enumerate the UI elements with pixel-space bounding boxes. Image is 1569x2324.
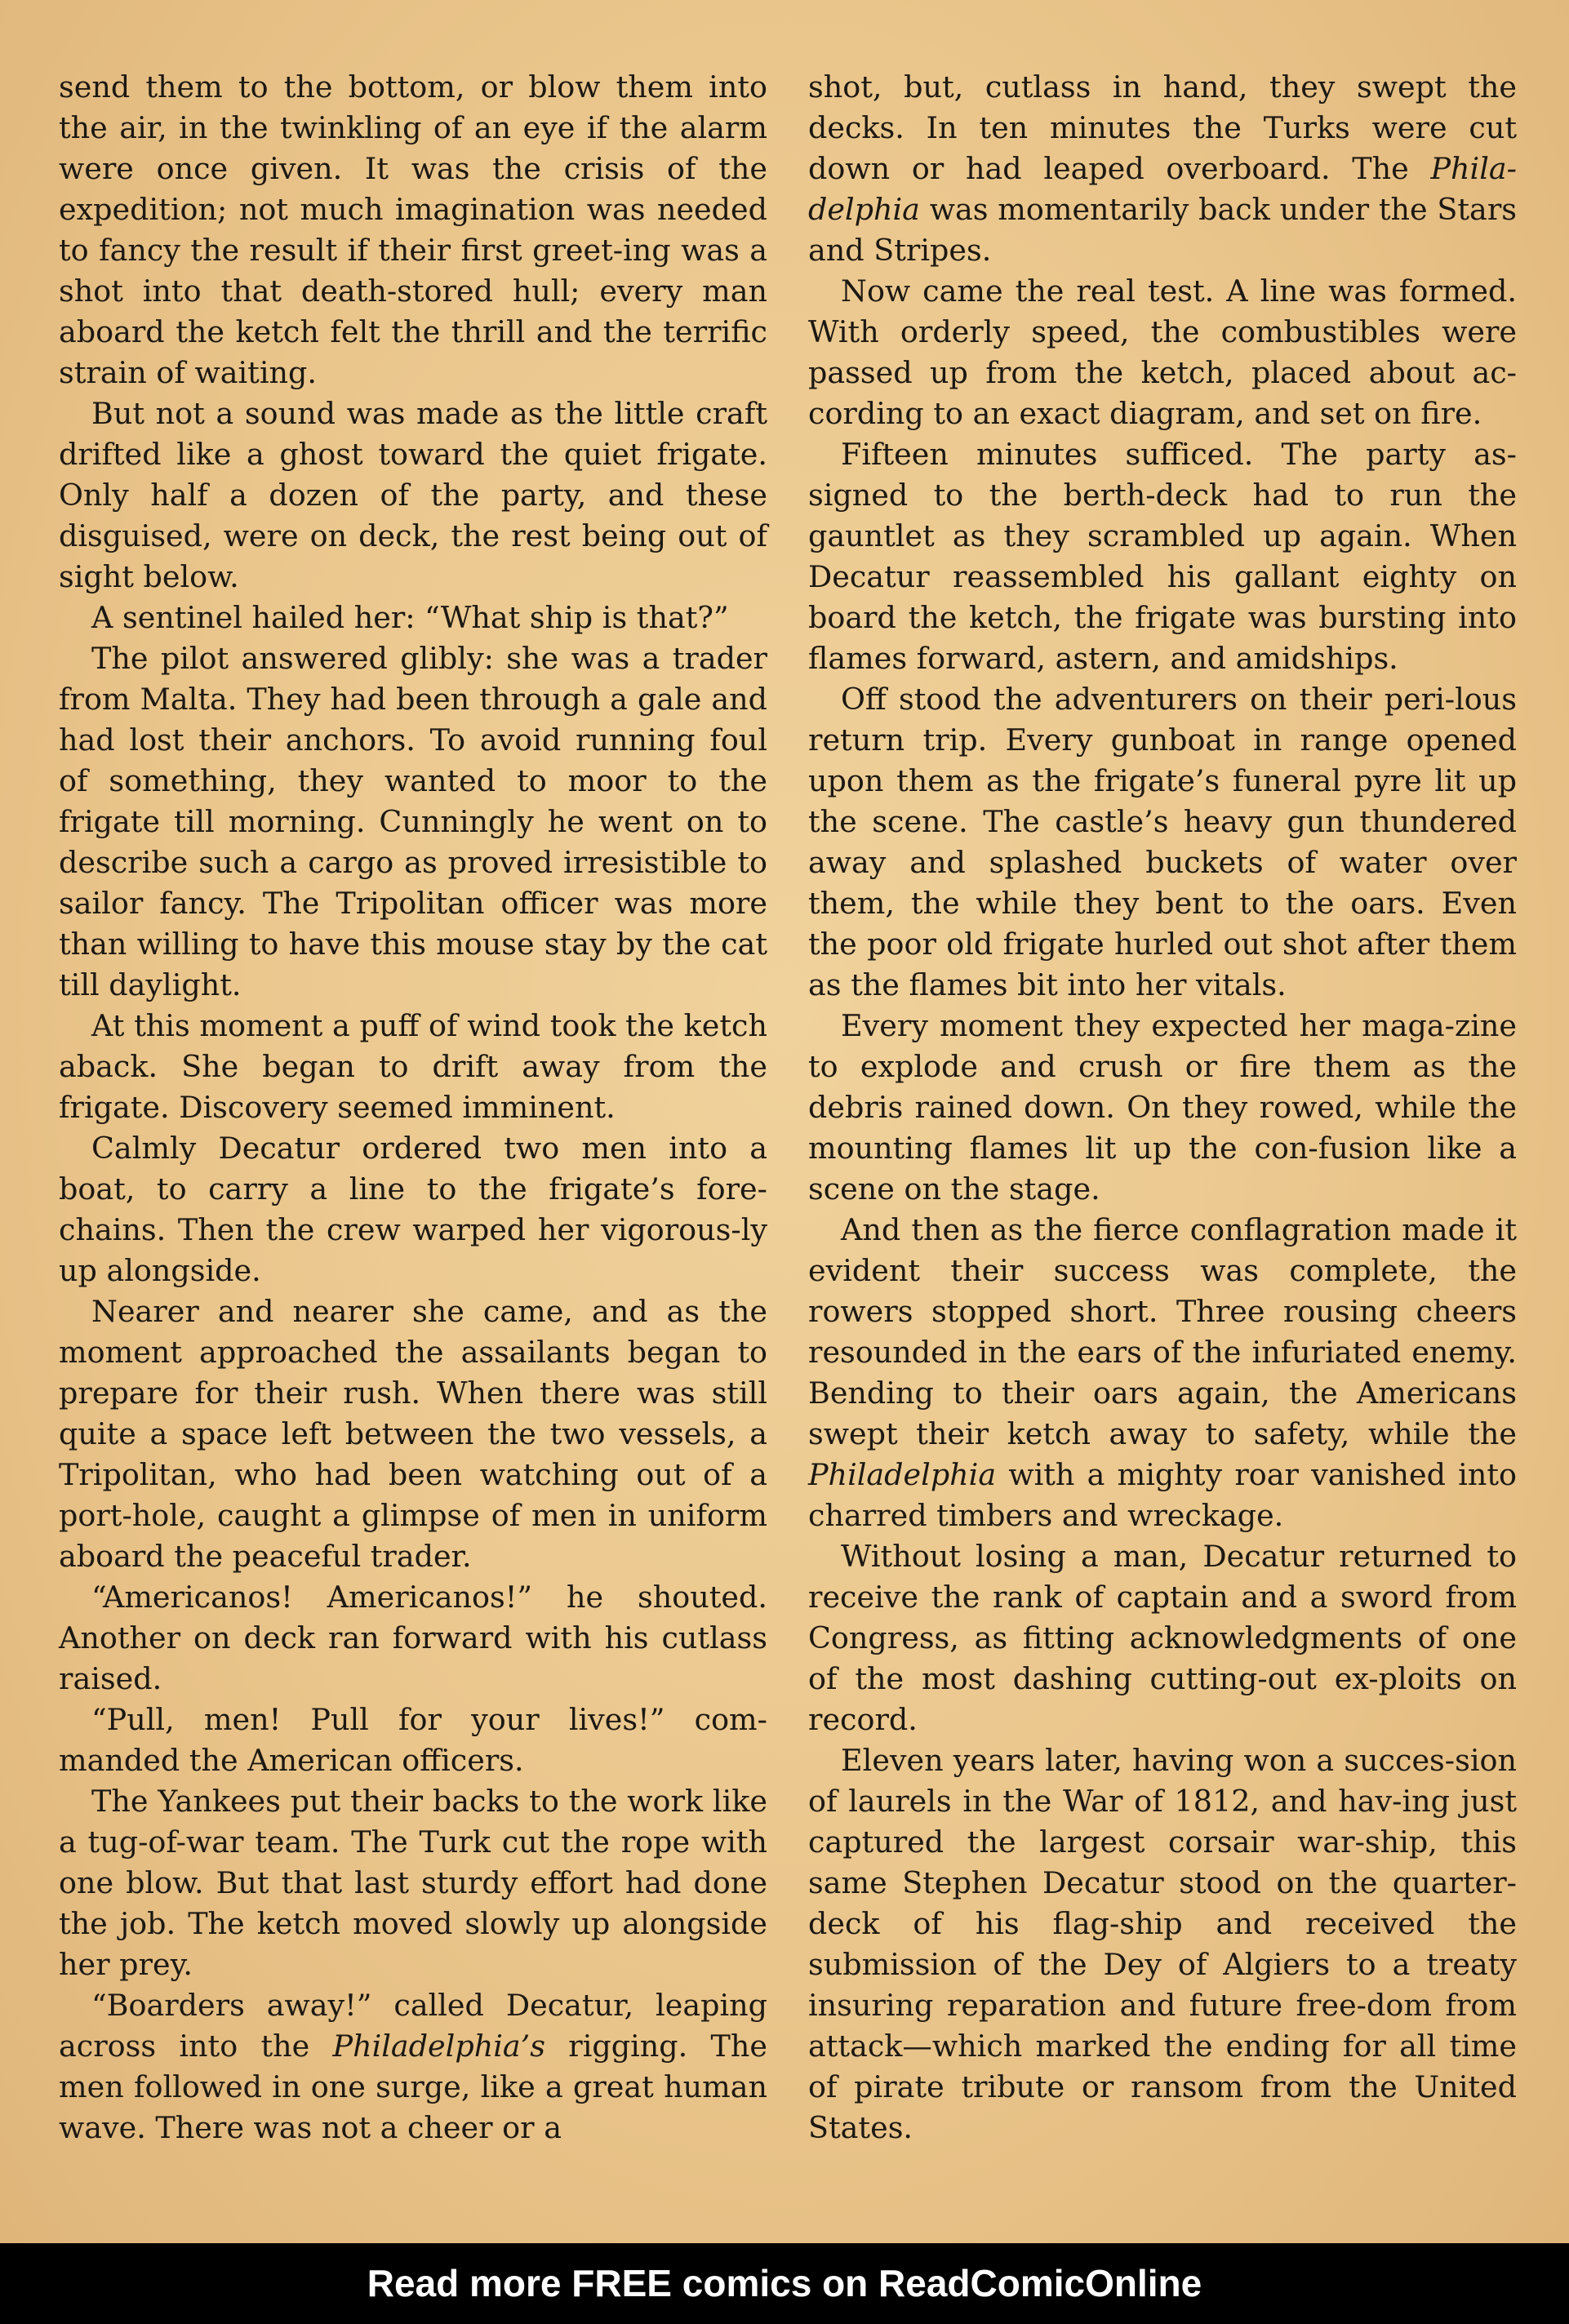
paragraph: Nearer and nearer she came, and as the moment approached the assailants began to prepare for their rush. When there was still quite a space left between the two vessels, a Tripolitan, who had been watching out of a port-hole, caught a glimpse of men in uniform aboard the peaceful trader.: [59, 1294, 767, 1574]
footer-banner[interactable]: [0, 2243, 1569, 2324]
ship-name: Philadelphia’s: [332, 2029, 545, 2064]
paragraph: “Pull, men! Pull for your lives!” com-manded the American officers.: [59, 1702, 767, 1778]
paragraph: Fifteen minutes sufficed. The party as-signed to the berth-deck had to run the gauntlet as they scrambled up again. When Decatur reassembled his gallant eighty on board the ketch, the frigate was bursting into flames forward, astern, and amidships.: [808, 437, 1517, 676]
paragraph: The Yankees put their backs to the work like a tug-of-war team. The Turk cut the rope with one blow. But that last sturdy effort had done the job. The ketch moved slowly up alongside her prey.: [59, 1784, 767, 1982]
paragraph: But not a sound was made as the little craft drifted like a ghost toward the quiet frigate. Only half a dozen of the party, and these disguised, were on deck, the rest being out of sight below.: [59, 396, 767, 594]
paragraph: Now came the real test. A line was formed. With orderly speed, the combustibles were passed up from the ketch, placed about ac-cording to an exact diagram, and set on fire.: [808, 273, 1517, 431]
right-column: [808, 67, 1517, 2148]
left-column: [59, 67, 767, 2148]
paragraph: shot, but, cutlass in hand, they swept the decks. In ten minutes the Turks were cut down or had leaped overboard. The Phila-delphia was momentarily back under the Stars and Stripes.: [808, 69, 1517, 268]
paragraph: A sentinel hailed her: “What ship is that?”: [91, 600, 729, 635]
paragraph: Eleven years later, having won a succes-sion of laurels in the War of 1812, and hav-ing just captured the largest corsair war-ship, this same Stephen Decatur stood on the quarter-deck of his flag-ship and received the submission of the Dey of Algiers to a treaty insuring reparation and future free-dom from attack—which marked the ending for all time of pirate tribute or ransom from the United States.: [808, 1743, 1517, 2145]
ship-name: Philadelphia: [808, 1457, 997, 1492]
paragraph: send them to the bottom, or blow them into the air, in the twinkling of an eye if the alarm were once given. It was the crisis of the expedition; not much imagination was needed to fancy the result if their first greet-ing was a shot into that death-stored hull; every man aboard the ketch felt the thrill and the terrific strain of waiting.: [59, 69, 767, 390]
paragraph: Calmly Decatur ordered two men into a boat, to carry a line to the frigate’s fore-chains. Then the crew warped her vigorous-ly up alongside.: [59, 1131, 767, 1288]
ship-name: Phila-delphia: [808, 151, 1517, 227]
footer-link-text[interactable]: Read more FREE comics on ReadComicOnline: [367, 2262, 1202, 2304]
paragraph: At this moment a puff of wind took the ketch aback. She began to drift away from the frigate. Discovery seemed imminent.: [59, 1008, 767, 1125]
paragraph: Without losing a man, Decatur returned to receive the rank of captain and a sword from Congress, as fitting acknowledgments of one of the most dashing cutting-out ex-ploits on record.: [808, 1539, 1517, 1737]
paragraph: “Americanos! Americanos!” he shouted. Another on deck ran forward with his cutlass raised.: [59, 1580, 767, 1696]
paragraph: “Boarders away!” called Decatur, leaping across into the Philadelphia’s rigging. The men followed in one surge, like a great human wave. There was not a cheer or a: [59, 1988, 767, 2145]
paragraph: The pilot answered glibly: she was a trader from Malta. They had been through a gale and had lost their anchors. To avoid running foul of something, they wanted to moor to the frigate till morning. Cunningly he went on to describe such a cargo as proved irresistible to sailor fancy. The Tripolitan officer was more than willing to have this mouse stay by the cat till daylight.: [59, 641, 767, 1002]
paragraph: And then as the fierce conflagration made it evident their success was complete, the rowers stopped short. Three rousing cheers resounded in the ears of the infuriated enemy. Bending to their oars again, the Americans swept their ketch away to safety, while the Philadelphia with a mighty roar vanished into charred timbers and wreckage.: [808, 1212, 1517, 1533]
paragraph: Off stood the adventurers on their peri-lous return trip. Every gunboat in range opened upon them as the frigate’s funeral pyre lit up the scene. The castle’s heavy gun thundered away and splashed buckets of water over them, the while they bent to the oars. Even the poor old frigate hurled out shot after them as the flames bit into her vitals.: [808, 682, 1517, 1002]
paragraph: Every moment they expected her maga-zine to explode and crush or fire them as the debris rained down. On they rowed, while the mounting flames lit up the con-fusion like a scene on the stage.: [808, 1008, 1517, 1206]
